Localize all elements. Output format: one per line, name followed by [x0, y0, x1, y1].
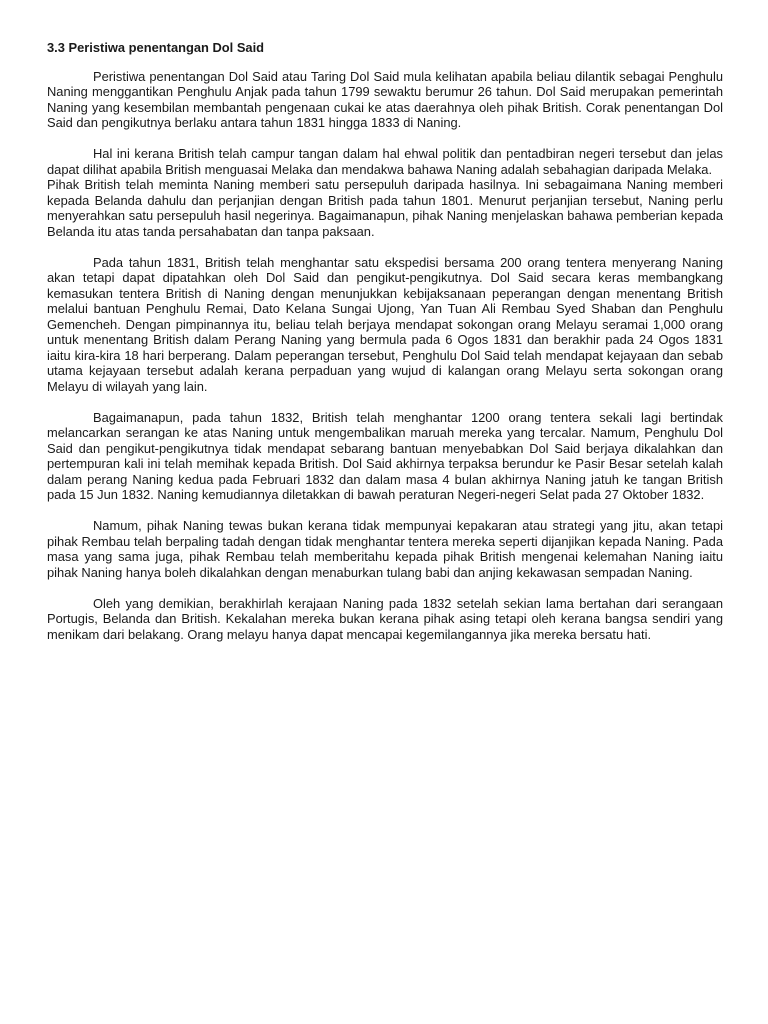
paragraph-6: Namum, pihak Naning tewas bukan kerana tidak mempunyai kepakaran atau strategi yang jitu, akan tetapi pihak Rembau telah berpaling tadah dengan tidak menghantar tentera mereka seperti dijanjikan kepada Naning. Pada masa yang sama juga, pihak Rembau telah memberitahu kepada pihak British mengenai kelemahan Naning iaitu pihak Naning hanya boleh dikalahkan dengan menaburkan tulang babi dan anjing kekawasan sempadan Naning. — [47, 518, 723, 580]
paragraph-1: Peristiwa penentangan Dol Said atau Taring Dol Said mula kelihatan apabila beliau dilantik sebagai Penghulu Naning menggantikan Penghulu Anjak pada tahun 1799 sewaktu berumur 26 tahun. Dol Said merupakan pemerintah Naning yang kesembilan membantah pengenaan cukai ke atas daerahnya oleh pihak British. Corak penentangan Dol Said dan pengikutnya berlaku antara tahun 1831 hingga 1833 di Naning. — [47, 68, 723, 130]
paragraph-2: Hal ini kerana British telah campur tangan dalam hal ehwal politik dan pentadbiran negeri tersebut dan jelas dapat dilihat apabila British menguasai Melaka dan mendakwa bahawa Naning adalah sebahagian daripada Melaka. — [47, 146, 723, 177]
paragraph-3: Pihak British telah meminta Naning memberi satu persepuluh daripada hasilnya. Ini sebagaimana Naning memberi kepada Belanda dahulu dan perjanjian dengan British pada tahun 1801. Menurut perjanjian tersebut, Naning perlu menyerahkan satu persepuluh hasil negerinya. Bagaimanapun, pihak Naning menjelaskan bahawa pemberian kepada Belanda itu atas tanda persahabatan dan tanpa paksaan. — [47, 177, 723, 239]
paragraph-4: Pada tahun 1831, British telah menghantar satu ekspedisi bersama 200 orang tentera menyerang Naning akan tetapi dapat dipatahkan oleh Dol Said dan pengikut-pengikutnya. Dol Said secara keras membangkang kemasukan tentera British di Naning dengan menunjukkan kebijaksanaan peperangan dengan menentang British melalui bantuan Penghulu Remai, Dato Kelana Sungai Ujong, Yan Tuan Ali Rembau Syed Shaban dan Penghulu Gemencheh. Dengan pimpinannya itu, beliau telah berjaya mendapat sokongan orang Melayu seramai 1,000 orang untuk menentang British dalam Perang Naning yang bermula pada 6 Ogos 1831 dan berakhir pada 24 Ogos 1831 iaitu kira-kira 18 hari berperang. Dalam peperangan tersebut, Penghulu Dol Said telah mendapat kejayaan dan sebab utama kejayaan tersebut adalah kerana perpaduan yang wujud di kalangan orang Melayu serta sokongan orang Melayu di wilayah yang lain. — [47, 254, 723, 394]
paragraph-5: Bagaimanapun, pada tahun 1832, British telah menghantar 1200 orang tentera sekali lagi bertindak melancarkan serangan ke atas Naning untuk mengembalikan maruah mereka yang tercalar. Namum, Penghulu Dol Said dan pengikut-pengikutnya tidak mendapat sebarang bantuan menyebabkan Dol Said berjaya dikalahkan dan pertempuran kali ini telah memihak kepada British. Dol Said akhirnya terpaksa berundur ke Pasir Besar setelah kalah dalam perang Naning kedua pada Februari 1832 dan dalam masa 4 bulan akhirnya Naning jatuh ke tangan British pada 15 Jun 1832. Naning kemudiannya diletakkan di bawah peraturan Negeri-negeri Selat pada 27 Oktober 1832. — [47, 409, 723, 502]
section-title: 3.3 Peristiwa penentangan Dol Said — [47, 40, 265, 55]
paragraph-7: Oleh yang demikian, berakhirlah kerajaan Naning pada 1832 setelah sekian lama bertahan dari serangaan Portugis, Belanda dan British. Kekalahan mereka bukan kerana pihak asing tetapi oleh kerana bangsa sendiri yang menikam dari belakang. Orang melayu hanya dapat mencapai kegemilangannya jika mereka bersatu hati. — [47, 595, 723, 642]
document-page — [47, 40, 723, 658]
